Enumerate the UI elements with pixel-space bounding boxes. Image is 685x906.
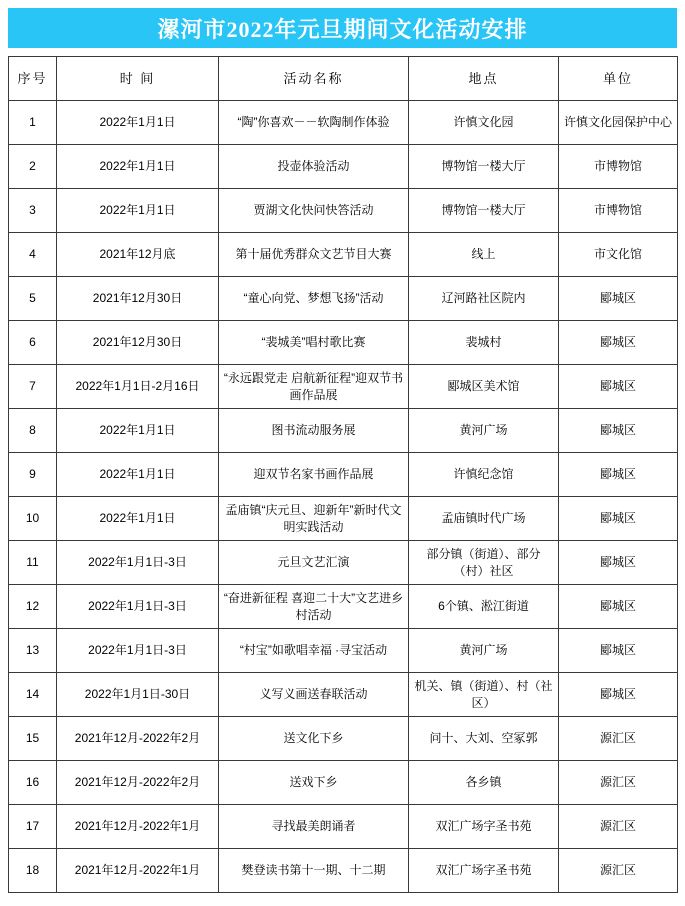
table-row (9, 277, 678, 321)
cell-place: 郾城区美术馆 (409, 365, 559, 409)
table-row (9, 189, 678, 233)
cell-activity-name: 迎双节名家书画作品展 (219, 453, 409, 497)
column-header-unit: 单位 (559, 57, 678, 101)
table-row (9, 409, 678, 453)
cell-activity-name: 贾湖文化快问快答活动 (219, 189, 409, 233)
cell-time: 2022年1月1日 (57, 409, 219, 453)
cell-time: 2022年1月1日 (57, 145, 219, 189)
cell-activity-name: 元旦文艺汇演 (219, 541, 409, 585)
cell-unit: 源汇区 (559, 761, 678, 805)
cell-activity-name: “永远跟党走 启航新征程”迎双节书画作品展 (219, 365, 409, 409)
cell-activity-name: 义写义画送春联活动 (219, 673, 409, 717)
cell-activity-name: 寻找最美朗诵者 (219, 805, 409, 849)
column-header-time: 时 间 (57, 57, 219, 101)
cell-index: 14 (9, 673, 57, 717)
cell-unit: 郾城区 (559, 409, 678, 453)
cell-unit: 郾城区 (559, 365, 678, 409)
cell-activity-name: “陶”你喜欢－－软陶制作体验 (219, 101, 409, 145)
table-row (9, 585, 678, 629)
cell-time: 2022年1月1日 (57, 453, 219, 497)
cell-activity-name: “裴城美”唱村歌比赛 (219, 321, 409, 365)
cell-index: 18 (9, 849, 57, 893)
cell-activity-name: 送戏下乡 (219, 761, 409, 805)
cell-activity-name: 图书流动服务展 (219, 409, 409, 453)
cell-time: 2022年1月1日-3日 (57, 541, 219, 585)
column-header-activity-name: 活动名称 (219, 57, 409, 101)
cell-unit: 郾城区 (559, 585, 678, 629)
cell-place: 博物馆一楼大厅 (409, 145, 559, 189)
cell-index: 16 (9, 761, 57, 805)
table-body (9, 101, 678, 893)
cell-unit: 市文化馆 (559, 233, 678, 277)
table-row (9, 453, 678, 497)
cell-index: 7 (9, 365, 57, 409)
cell-place: 双汇广场字圣书苑 (409, 849, 559, 893)
table-row (9, 717, 678, 761)
table-row (9, 497, 678, 541)
cell-time: 2022年1月1日-2月16日 (57, 365, 219, 409)
cell-place: 黄河广场 (409, 409, 559, 453)
cell-time: 2021年12月底 (57, 233, 219, 277)
cell-activity-name: 樊登读书第十一期、十二期 (219, 849, 409, 893)
cell-index: 13 (9, 629, 57, 673)
cell-place: 裴城村 (409, 321, 559, 365)
table-row (9, 805, 678, 849)
cell-place: 双汇广场字圣书苑 (409, 805, 559, 849)
cell-place: 辽河路社区院内 (409, 277, 559, 321)
cell-index: 10 (9, 497, 57, 541)
cell-time: 2021年12月-2022年1月 (57, 805, 219, 849)
cell-place: 部分镇（街道）、部分（村）社区 (409, 541, 559, 585)
table-header (9, 57, 678, 101)
cell-index: 1 (9, 101, 57, 145)
table-row (9, 321, 678, 365)
table-row (9, 673, 678, 717)
cell-time: 2022年1月1日-3日 (57, 585, 219, 629)
cell-time: 2022年1月1日 (57, 497, 219, 541)
cell-unit: 郾城区 (559, 497, 678, 541)
table-row (9, 541, 678, 585)
cell-place: 博物馆一楼大厅 (409, 189, 559, 233)
document-page (0, 8, 685, 893)
cell-unit: 郾城区 (559, 629, 678, 673)
cell-unit: 郾城区 (559, 277, 678, 321)
column-header-place: 地点 (409, 57, 559, 101)
cell-activity-name: 投壶体验活动 (219, 145, 409, 189)
table-row (9, 101, 678, 145)
cell-place: 问十、大刘、空冢郭 (409, 717, 559, 761)
cell-index: 15 (9, 717, 57, 761)
cell-index: 11 (9, 541, 57, 585)
cell-place: 线上 (409, 233, 559, 277)
cell-activity-name: “童心向党、梦想飞扬”活动 (219, 277, 409, 321)
table-row (9, 365, 678, 409)
cell-time: 2021年12月-2022年1月 (57, 849, 219, 893)
cell-index: 9 (9, 453, 57, 497)
table-header-row (9, 57, 678, 101)
cell-place: 各乡镇 (409, 761, 559, 805)
cell-activity-name: 孟庙镇“庆元旦、迎新年”新时代文明实践活动 (219, 497, 409, 541)
document-title-bar (8, 8, 677, 48)
cell-unit: 郾城区 (559, 541, 678, 585)
cell-unit: 市博物馆 (559, 189, 678, 233)
cell-unit: 郾城区 (559, 673, 678, 717)
cell-time: 2021年12月30日 (57, 321, 219, 365)
table-row (9, 629, 678, 673)
table-row (9, 233, 678, 277)
cell-activity-name: “村宝”如歌唱幸福 ·寻宝活动 (219, 629, 409, 673)
table-row (9, 761, 678, 805)
cell-activity-name: 第十届优秀群众文艺节目大赛 (219, 233, 409, 277)
cell-unit: 源汇区 (559, 805, 678, 849)
activity-schedule-table (8, 56, 678, 893)
cell-unit: 源汇区 (559, 717, 678, 761)
cell-place: 许慎文化园 (409, 101, 559, 145)
cell-index: 12 (9, 585, 57, 629)
cell-place: 6个镇、淞江街道 (409, 585, 559, 629)
table-row (9, 849, 678, 893)
cell-place: 黄河广场 (409, 629, 559, 673)
cell-unit: 市博物馆 (559, 145, 678, 189)
cell-index: 6 (9, 321, 57, 365)
page-title: 漯河市2022年元旦期间文化活动安排 (157, 16, 528, 42)
cell-time: 2022年1月1日-30日 (57, 673, 219, 717)
cell-unit: 郾城区 (559, 321, 678, 365)
cell-place: 机关、镇（街道）、村（社区） (409, 673, 559, 717)
cell-index: 2 (9, 145, 57, 189)
cell-unit: 郾城区 (559, 453, 678, 497)
cell-unit: 许慎文化园保护中心 (559, 101, 678, 145)
cell-index: 5 (9, 277, 57, 321)
cell-activity-name: 送文化下乡 (219, 717, 409, 761)
cell-index: 17 (9, 805, 57, 849)
cell-index: 4 (9, 233, 57, 277)
cell-activity-name: “奋进新征程 喜迎二十大”文艺进乡村活动 (219, 585, 409, 629)
cell-place: 许慎纪念馆 (409, 453, 559, 497)
cell-index: 3 (9, 189, 57, 233)
column-header-index: 序号 (9, 57, 57, 101)
cell-time: 2021年12月30日 (57, 277, 219, 321)
cell-time: 2022年1月1日-3日 (57, 629, 219, 673)
cell-time: 2022年1月1日 (57, 189, 219, 233)
cell-unit: 源汇区 (559, 849, 678, 893)
cell-time: 2021年12月-2022年2月 (57, 717, 219, 761)
cell-time: 2022年1月1日 (57, 101, 219, 145)
cell-place: 孟庙镇时代广场 (409, 497, 559, 541)
table-row (9, 145, 678, 189)
cell-index: 8 (9, 409, 57, 453)
cell-time: 2021年12月-2022年2月 (57, 761, 219, 805)
